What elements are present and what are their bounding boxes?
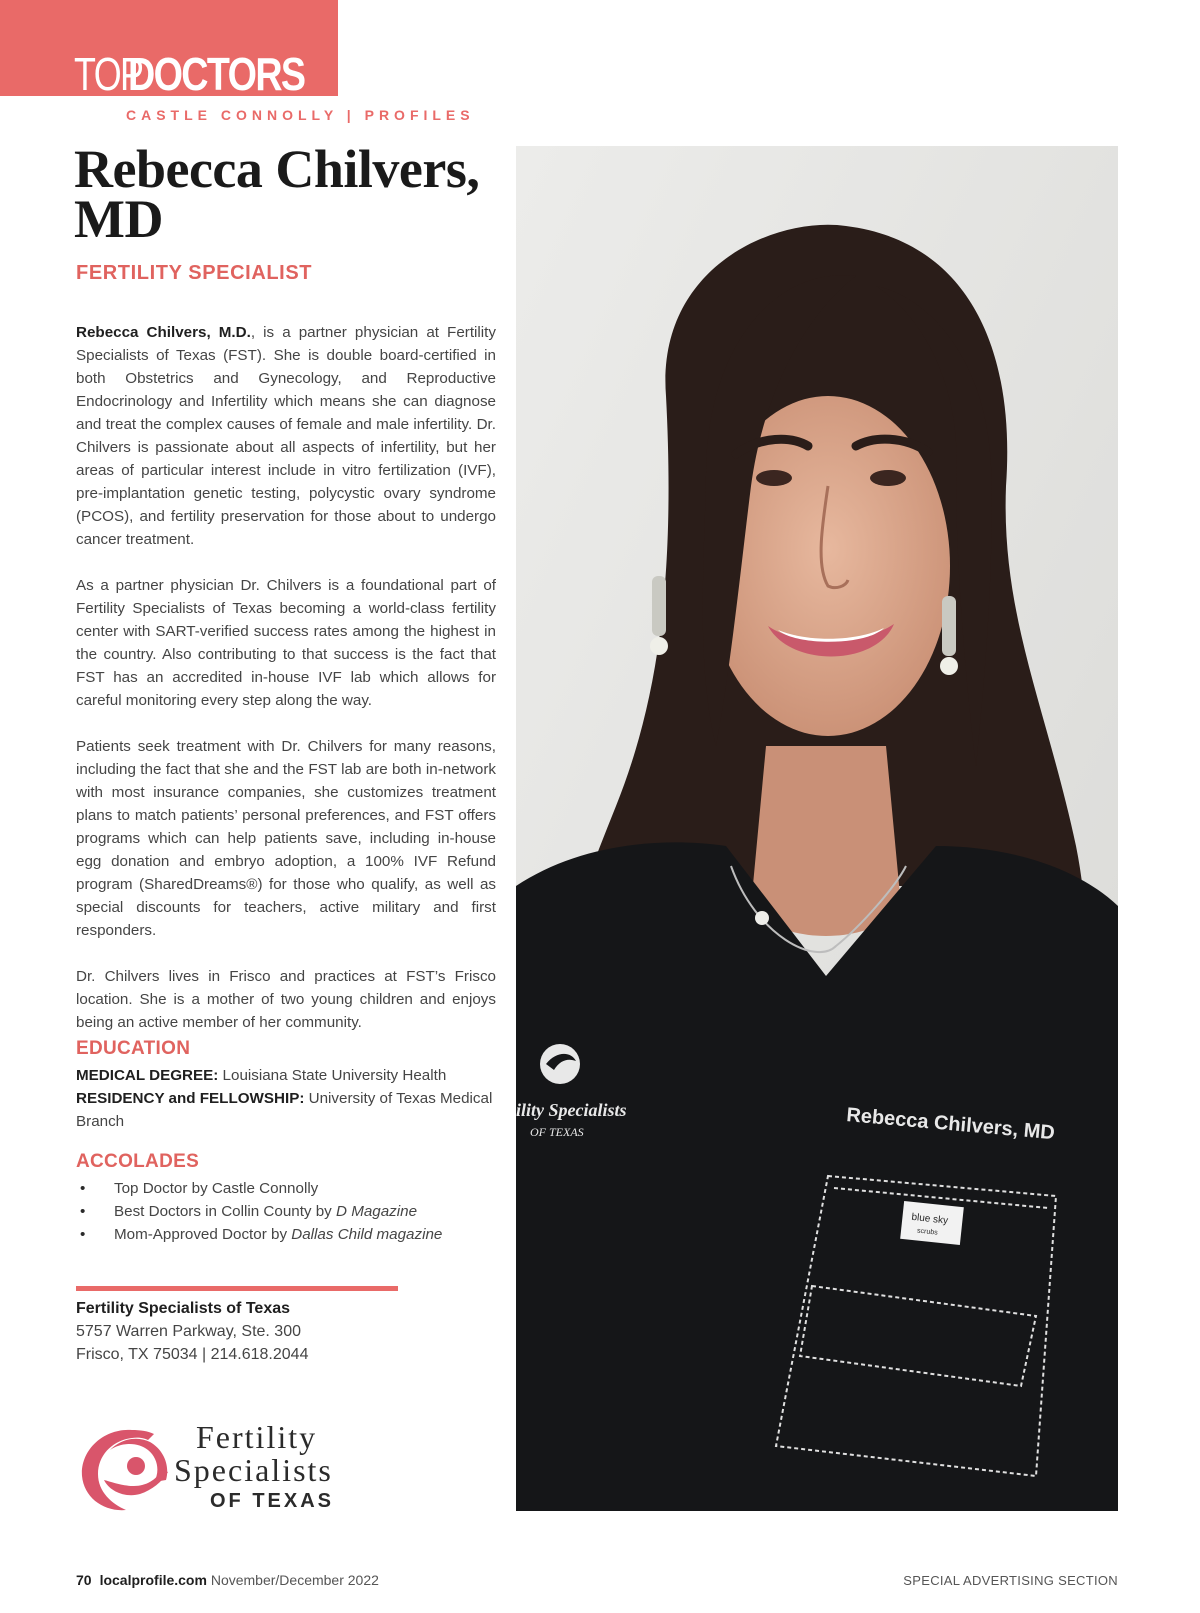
portrait-illustration: [516, 146, 1118, 1511]
accolade-text: Mom-Approved Doctor by: [114, 1226, 292, 1243]
contact-divider: [76, 1286, 398, 1291]
profile-intro-name: Rebecca Chilvers, M.D.: [76, 324, 251, 341]
footer-section-label: SPECIAL ADVERTISING SECTION: [903, 1573, 1118, 1588]
practice-address-line1: 5757 Warren Parkway, Ste. 300: [76, 1323, 301, 1340]
education-residency-label: RESIDENCY and FELLOWSHIP:: [76, 1090, 305, 1107]
accolade-item: [76, 1200, 496, 1223]
page-footer: [76, 1572, 379, 1588]
masthead-subtitle: CASTLE CONNOLLY | PROFILES: [126, 107, 475, 123]
doctor-name: [74, 139, 494, 249]
accolade-publication: Dallas Child magazine: [291, 1226, 443, 1243]
profile-paragraph-1: [76, 321, 496, 551]
masthead-title: [74, 48, 343, 100]
profile-paragraph-1-text: , is a partner physician at Fertility Specialists of Texas (FST). She is double board-certified in both Obstetrics and Gynecology, and Reproductive Endocrinology and Infertility which means she can diagnose and treat the complex causes of female and male infertility. Dr. Chilvers is passionate about all aspects of infertility, but her areas of particular interest include in vitro fertilization (IVF), pre-implantation genetic testing, polycystic ovary syndrome (PCOS), and fertility preservation for those about to undergo cancer treatment.: [76, 324, 496, 548]
accolade-item: [76, 1223, 496, 1246]
practice-logo: [74, 1420, 404, 1520]
scrub-logo-text: ility Specialists: [516, 1100, 627, 1120]
practice-address-line2: Frisco, TX 75034 | 214.618.2044: [76, 1346, 309, 1363]
page-number: 70: [76, 1572, 92, 1588]
doctor-name-line1: Rebecca Chilvers,: [74, 139, 480, 199]
pocket-tag-text: blue sky: [910, 1211, 949, 1227]
logo-line3: OF TEXAS: [210, 1490, 335, 1512]
scrub-logo-subtext: OF TEXAS: [530, 1125, 584, 1139]
masthead-title-bold: DOCTORS: [127, 48, 305, 100]
accolades-heading: ACCOLADES: [76, 1151, 200, 1172]
doctor-portrait-photo: [516, 146, 1118, 1511]
doctor-name-line2: MD: [74, 189, 163, 249]
profile-paragraph-3: Patients seek treatment with Dr. Chilvers for many reasons, including the fact that she and the FST lab are both in-network with most insurance companies, she customizes treatment plans to match patients’ personal preferences, and FST offers programs which can help patients save, including in-house egg donation and embryo adoption, a 100% IVF Refund program (SharedDreams®) for those who qualify, as well as special discounts for teachers, active military and first responders.: [76, 738, 496, 939]
education-degree-label: MEDICAL DEGREE:: [76, 1067, 219, 1084]
scrub-name-text: Rebecca Chilvers, MD: [845, 1104, 1056, 1145]
logo-wordmark: [174, 1420, 404, 1513]
education-residency: [76, 1087, 496, 1133]
hands-icon: [74, 1420, 174, 1520]
contact-block: [76, 1297, 308, 1366]
accolade-item: • Top Doctor by Castle Connolly: [76, 1177, 496, 1200]
education-residency-value: University of Texas Medical Branch: [76, 1090, 493, 1130]
education-degree-value: Louisiana State University Health: [218, 1067, 447, 1084]
profile-paragraph-4: Dr. Chilvers lives in Frisco and practices at FST’s Frisco location. She is a mother of two young children and enjoys being an active member of her community.: [76, 968, 496, 1031]
footer-issue: November/December 2022: [206, 1572, 379, 1588]
accolades-list: [76, 1177, 496, 1246]
masthead-title-light: TOP: [74, 48, 143, 100]
education-heading: EDUCATION: [76, 1038, 191, 1059]
pocket-tag-subtext: scrubs: [916, 1227, 938, 1237]
profile-body: [76, 321, 496, 1057]
logo-line2: Specialists: [174, 1452, 333, 1488]
education-degree: [76, 1064, 496, 1087]
accolade-text: Best Doctors in Collin County by: [114, 1203, 336, 1220]
logo-line1: Fertility: [196, 1419, 318, 1455]
footer-site: localprofile.com: [99, 1572, 207, 1588]
doctor-specialty: FERTILITY SPECIALIST: [76, 262, 313, 284]
education-details: [76, 1064, 496, 1133]
accolade-publication: D Magazine: [336, 1203, 418, 1220]
profile-paragraph-2: As a partner physician Dr. Chilvers is a foundational part of Fertility Specialists of Texas becoming a world-class fertility center with SART-verified success rates among the highest in the country. Also contributing to that success is the fact that FST has an accredited in-house IVF lab which allows for careful monitoring every step along the way.: [76, 577, 496, 709]
practice-name: Fertility Specialists of Texas: [76, 1300, 291, 1317]
